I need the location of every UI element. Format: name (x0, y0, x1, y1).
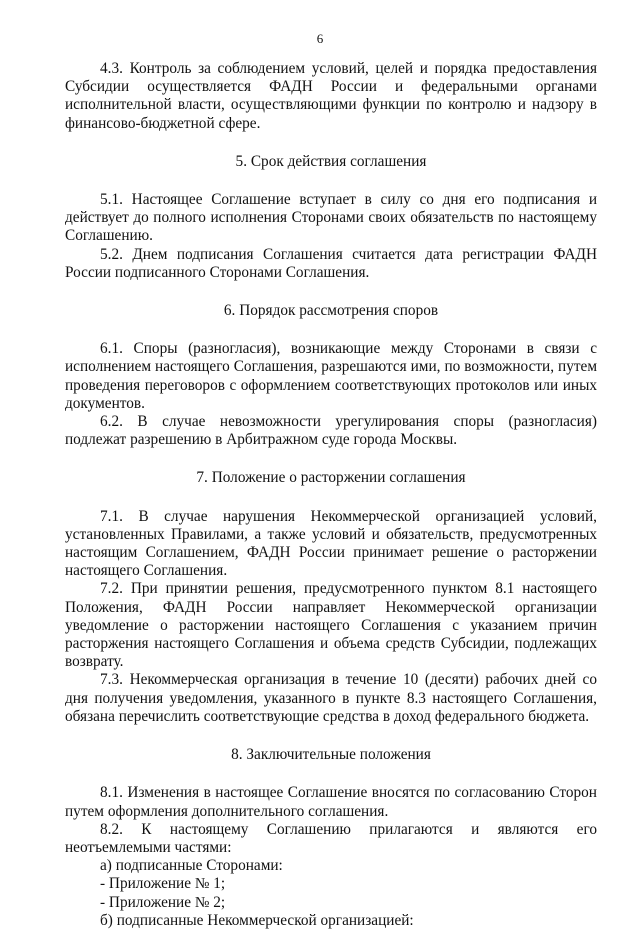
paragraph-7-1: 7.1. В случае нарушения Некоммерческой организацией условий, установленных Правилами, а также условий и обязательств, предусмотренных настоящим Соглашением, ФАДН России принимает решение о расторжении настоящего Соглашения. (65, 507, 597, 580)
paragraph-4-3: 4.3. Контроль за соблюдением условий, целей и порядка предоставления Субсидии осуществляется ФАДН России и федеральными органами исполнительной власти, осуществляющими функции по контролю и надзору в финансово-бюджетной сфере. (65, 60, 597, 132)
list-item-appendix-2: - Приложение № 2; (100, 893, 226, 911)
document-body (65, 60, 597, 930)
list-item-b: б) подписанные Некоммерческой организацией: (100, 911, 414, 929)
paragraph-8-1: 8.1. Изменения в настоящее Соглашение вносятся по согласованию Сторон путем оформления дополнительного соглашения. (65, 784, 597, 820)
paragraph-8-2: 8.2. К настоящему Соглашению прилагаются и являются его неотъемлемыми частями: (65, 820, 597, 856)
list-item-a: а) подписанные Сторонами: (100, 857, 283, 875)
section-heading-8: 8. Заключительные положения (231, 746, 431, 764)
page-number: 6 (316, 31, 324, 46)
section-heading-7: 7. Положение о расторжении соглашения (196, 469, 466, 487)
paragraph-7-2: 7.2. При принятии решения, предусмотренного пунктом 8.1 настоящего Положения, ФАДН России направляет Некоммерческой организации уведомление о расторжении настоящего Соглашения с указанием причин расторжения настоящего Соглашения и объема средств Субсидии, подлежащих возврату. (65, 580, 597, 671)
paragraph-5-1: 5.1. Настоящее Соглашение вступает в силу со дня его подписания и действует до полного исполнения Сторонами своих обязательств по настоящему Соглашению. (65, 191, 597, 245)
section-heading-6: 6. Порядок рассмотрения споров (223, 302, 439, 320)
list-item-appendix-1: - Приложение № 1; (100, 875, 226, 893)
paragraph-6-2: 6.2. В случае невозможности урегулирования споры (разногласия) подлежат разрешению в Арбитражном суде города Москвы. (65, 413, 597, 449)
paragraph-6-1: 6.1. Споры (разногласия), возникающие между Сторонами в связи с исполнением настоящего Соглашения, разрешаются ими, по возможности, путем проведения переговоров с оформлением соответствующих протоколов или иных документов. (65, 340, 597, 412)
section-heading-5: 5. Срок действия соглашения (235, 152, 427, 170)
paragraph-7-3: 7.3. Некоммерческая организация в течение 10 (десяти) рабочих дней со дня получения уведомления, указанного в пункте 8.3 настоящего Соглашения, обязана перечислить соответствующие средства в доход федерального бюджета. (65, 671, 597, 725)
paragraph-5-2: 5.2. Днем подписания Соглашения считается дата регистрации ФАДН России подписанного Сторонами Соглашения. (65, 245, 597, 281)
